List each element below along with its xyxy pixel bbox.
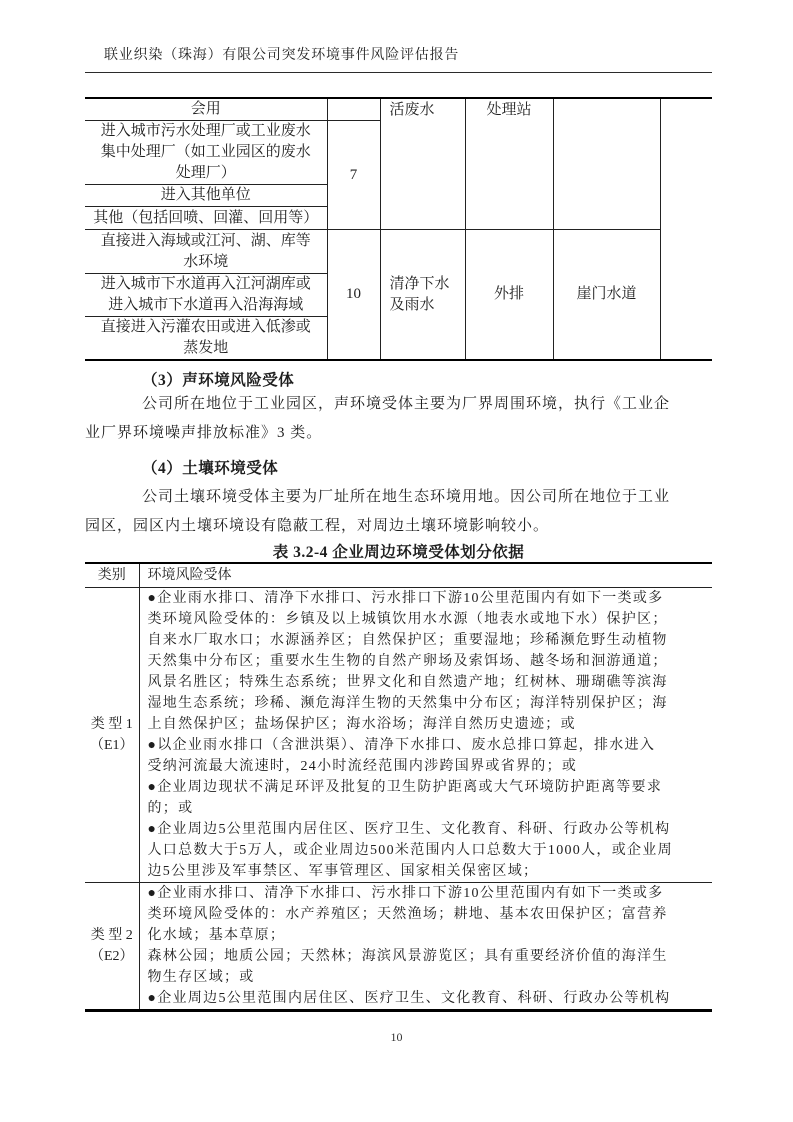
category-header-cell: 类别 — [85, 563, 139, 588]
type2-label-cell: 类 型 2 （E2） — [85, 883, 139, 1011]
water-type-cell: 活废水 — [380, 98, 465, 230]
discharge-mode-cell: 处理站 — [465, 98, 553, 230]
type2-content-cell: ●企业雨水排口、清净下水排口、污水排口下游10公里范围内有如下一类或多 类环境风险受体的：水产养殖区；天然渔场；耕地、基本农田保护区；富营养 化水域；基本草原； 森林公园；地质公园；天然林；海滨风景游览区；具有重要经济价值的海洋生 物生存区域；或 ●企业周边5公里范围内居住区、医疗卫生、文化教育、科研、行政办公等机构 — [139, 883, 712, 1011]
section-soil-heading: （4）土壤环境受体 — [142, 460, 279, 477]
page-header — [85, 44, 712, 73]
receptor-header-cell: 环境风险受体 — [139, 563, 712, 588]
destination-cell: 进入城市污水处理厂或工业废水 集中处理厂（如工业园区的废水 处理厂） — [85, 121, 327, 185]
section-soil-paragraph: 公司土壤环境受体主要为厂址所在地生态环境用地。因公司所在地位于工业 园区，园区内土壤环境设有隐蔽工程，对周边土壤环境影响较小。 — [85, 489, 671, 534]
section-noise-paragraph: 公司所在地位于工业园区，声环境受体主要为厂界周围环境，执行《工业企 业厂界环境噪声排放标准》3 类。 — [85, 396, 671, 441]
destination-cell: 直接进入污灌农田或进入低渗或 蒸发地 — [85, 317, 327, 361]
destination-cell: 会用 — [85, 98, 327, 121]
page-number: 10 — [390, 1030, 403, 1044]
empty-score-cell — [327, 98, 380, 121]
receptor-classification-table — [85, 562, 712, 1012]
score-cell: 10 — [327, 230, 380, 361]
discharge-destination-table — [85, 97, 712, 361]
destination-cell: 其他（包括回喷、回灌、回用等） — [85, 207, 327, 230]
score-cell: 7 — [327, 121, 380, 230]
receiving-water-cell: 崖门水道 — [553, 230, 660, 361]
type1-content-cell: ●企业雨水排口、清净下水排口、污水排口下游10公里范围内有如下一类或多 类环境风险受体的：乡镇及以上城镇饮用水水源（地表水或地下水）保护区； 自来水厂取水口；水源涵养区；自然保护区；重要湿地；珍稀濒危野生动植物 天然集中分布区；重要水生生物的自然产卵场及索饵场、越冬场和洄游通道； 风景名胜区；特殊生态系统；世界文化和自然遗产地；红树林、珊瑚礁等滨海 湿地生态系统；珍稀、濒危海洋生物的天然集中分布区；海洋特别保护区；海 上自然保护区；盐场保护区；海水浴场；海洋自然历史遗迹；或 ●以企业雨水排口（含泄洪渠）、清净下水排口、废水总排口算起，排水进入 受纳河流最大流速时，24小时流经范围内涉跨国界或省界的；或 ●企业周边现状不满足环评及批复的卫生防护距离或大气环境防护距离等要求 的；或 ●企业周边5公里范围内居住区、医疗卫生、文化教育、科研、行政办公等机构 人口总数大于5万人，或企业周边500米范围内人口总数大于1000人，或企业周 边5公里涉及军事禁区、军事管理区、国家相关保密区域； — [139, 588, 712, 883]
destination-cell: 直接进入海域或江河、湖、库等 水环境 — [85, 230, 327, 274]
header-title: 联业织染（珠海）有限公司突发环境事件风险评估报告 — [104, 48, 460, 63]
water-type-cell: 清净下水 及雨水 — [380, 230, 465, 361]
receiving-water-cell — [553, 98, 660, 230]
destination-cell: 进入其他单位 — [85, 185, 327, 207]
receptor-table-title: 表 3.2-4 企业周边环境受体划分依据 — [272, 544, 525, 561]
empty-end-cell — [660, 98, 712, 360]
discharge-mode-cell: 外排 — [465, 230, 553, 361]
type1-label-cell: 类 型 1 （E1） — [85, 588, 139, 883]
section-noise-heading: （3）声环境风险受体 — [142, 372, 295, 389]
destination-cell: 进入城市下水道再入江河湖库或 进入城市下水道再入沿海海域 — [85, 274, 327, 317]
